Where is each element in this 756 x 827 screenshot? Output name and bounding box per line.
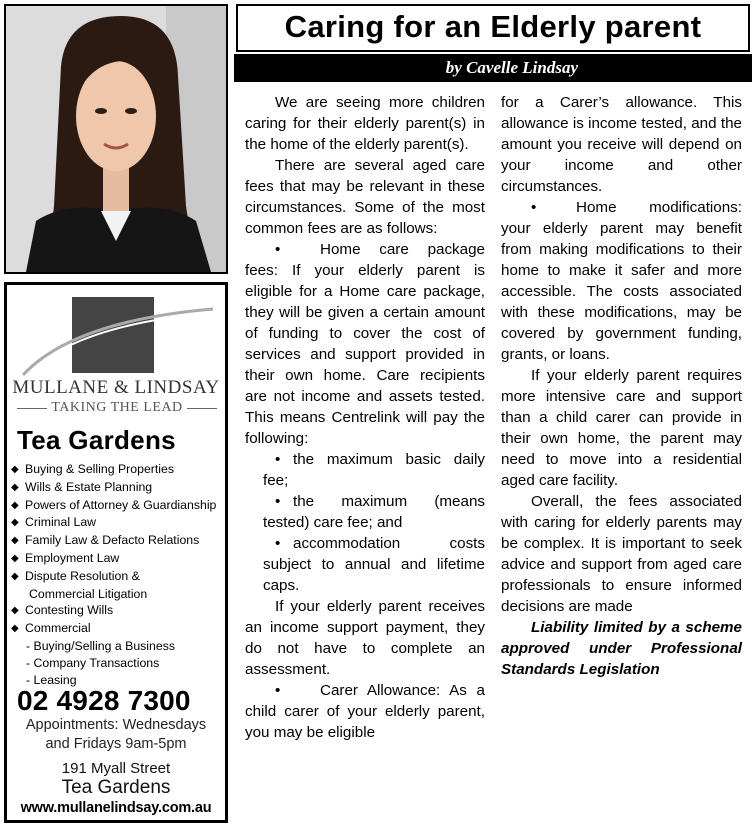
paragraph: If your elderly parent receives an income support payment, they do not have to complete an assessment.	[245, 598, 485, 678]
service-label: Buying & Selling Properties	[25, 462, 175, 476]
service-label: Family Law & Defacto Relations	[25, 533, 200, 548]
website-link[interactable]: www.mullanelindsay.com.au	[20, 800, 212, 816]
service-label: Powers of Attorney & Guardianship	[25, 497, 217, 512]
service-item	[11, 638, 216, 655]
diamond-bullet-icon: ◆	[11, 570, 19, 582]
service-item	[11, 532, 216, 550]
diamond-bullet-icon: ◆	[11, 535, 19, 547]
author-photo	[4, 4, 228, 274]
bullet-icon: •	[275, 535, 281, 552]
divider	[17, 408, 47, 409]
indent	[15, 586, 29, 603]
service-label: Wills & Estate Planning	[25, 479, 153, 494]
service-label: - Buying/Selling a Business	[26, 638, 176, 653]
office-location: Tea Gardens	[17, 425, 176, 455]
firm-name: MULLANE & LINDSAY	[12, 377, 220, 398]
bullet-paragraph	[501, 197, 742, 365]
service-label: Commercial Litigation	[29, 586, 148, 601]
service-item	[11, 497, 216, 515]
bullet-icon: •	[275, 493, 281, 510]
service-label: Contesting Wills	[25, 603, 114, 618]
law-firm-ad	[4, 282, 228, 823]
service-item	[11, 550, 216, 568]
paragraph: for a Carer’s allowance. This allowance is income tested, and the amount you receive will depend on your income and other circumstances.	[501, 94, 742, 195]
liability-disclaimer: Liability limited by a scheme approved under Professional Standards Legislation	[501, 619, 742, 678]
article-column-2	[501, 92, 742, 680]
bullet-icon: •	[275, 682, 281, 699]
paragraph: Overall, the fees associated with caring for elderly parents may be complex. It is important to seek advice and support from aged care professionals to ensure informed decisions are made	[501, 493, 742, 615]
article-byline: by Cavelle Lindsay	[445, 58, 578, 77]
inner-bullet-text: the maximum basic daily fee;	[263, 451, 485, 489]
firm-logo	[13, 291, 219, 377]
service-item	[11, 655, 216, 672]
service-label: Commercial	[25, 621, 91, 636]
service-item	[11, 461, 216, 479]
bullet-text: Carer Allowance: As a child carer of your elderly parent, you may be eligible	[245, 682, 485, 741]
service-item	[11, 479, 216, 497]
service-label: Dispute Resolution &	[25, 568, 140, 583]
bullet-text: Home care package fees: If your elderly parent is eligible for a Home care package, they will be given a certain amount of funding to cover the cost of services and support provided in their own home. Care recipients are not income and assets tested. This means Centrelink will pay the following:	[245, 241, 485, 447]
bullet-icon: •	[531, 199, 537, 216]
address-town: Tea Gardens	[61, 777, 171, 798]
divider	[187, 408, 217, 409]
byline-bar	[234, 54, 752, 82]
paragraph: We are seeing more children caring for their elderly parent(s) in the home of the elderly parent(s).	[245, 94, 485, 153]
diamond-bullet-icon: ◆	[11, 623, 19, 635]
diamond-bullet-icon: ◆	[11, 552, 19, 564]
diamond-bullet-icon: ◆	[11, 517, 19, 529]
bullet-icon: •	[275, 241, 281, 258]
services-list	[11, 461, 216, 688]
service-label: Employment Law	[25, 550, 120, 565]
firm-tagline: TAKING THE LEAD	[51, 400, 183, 415]
street-address: 191 Myall Street	[61, 760, 171, 777]
tagline-row	[17, 400, 217, 416]
service-item	[11, 568, 216, 586]
inner-bullet	[245, 491, 485, 533]
appointments	[7, 716, 225, 754]
bullet-paragraph	[245, 239, 485, 449]
diamond-bullet-icon: ◆	[11, 481, 19, 493]
service-label: - Company Transactions	[26, 655, 160, 670]
article-column-1	[245, 92, 485, 743]
diamond-bullet-icon: ◆	[11, 464, 19, 475]
inner-bullet-text: the maximum (means tested) care fee; and	[263, 493, 485, 531]
phone-number[interactable]: 02 4928 7300	[17, 685, 191, 716]
service-label: Criminal Law	[25, 515, 97, 530]
service-item	[11, 586, 216, 603]
inner-bullet-text: accommodation costs subject to annual and lifetime caps.	[263, 535, 485, 594]
bullet-icon: •	[275, 451, 281, 468]
appointments-line-1: Appointments: Wednesdays	[25, 717, 207, 733]
diamond-bullet-icon: ◆	[11, 605, 19, 617]
inner-bullet	[245, 533, 485, 596]
bullet-paragraph	[245, 680, 485, 743]
paragraph: There are several aged care fees that may be relevant in these circumstances. Some of the most common fees are as follows:	[245, 157, 485, 237]
service-item	[11, 602, 216, 620]
service-item	[11, 620, 216, 638]
diamond-bullet-icon: ◆	[11, 499, 19, 511]
inner-bullet	[245, 449, 485, 491]
bullet-text: Home modifications: your elderly parent may benefit from making modifications to their home to make it safer and more accessible. The costs associated with these modifications, may be covered by government funding, grants, or loans.	[501, 199, 742, 363]
appointments-line-2: and Fridays 9am-5pm	[45, 736, 187, 752]
paragraph: If your elderly parent requires more intensive care and support than a child carer can provide in their own home, the parent may need to move into a residential aged care facility.	[501, 367, 742, 489]
service-label: - Leasing	[26, 672, 77, 687]
service-item	[11, 514, 216, 532]
article-headline: Caring for an Elderly parent	[236, 4, 750, 52]
